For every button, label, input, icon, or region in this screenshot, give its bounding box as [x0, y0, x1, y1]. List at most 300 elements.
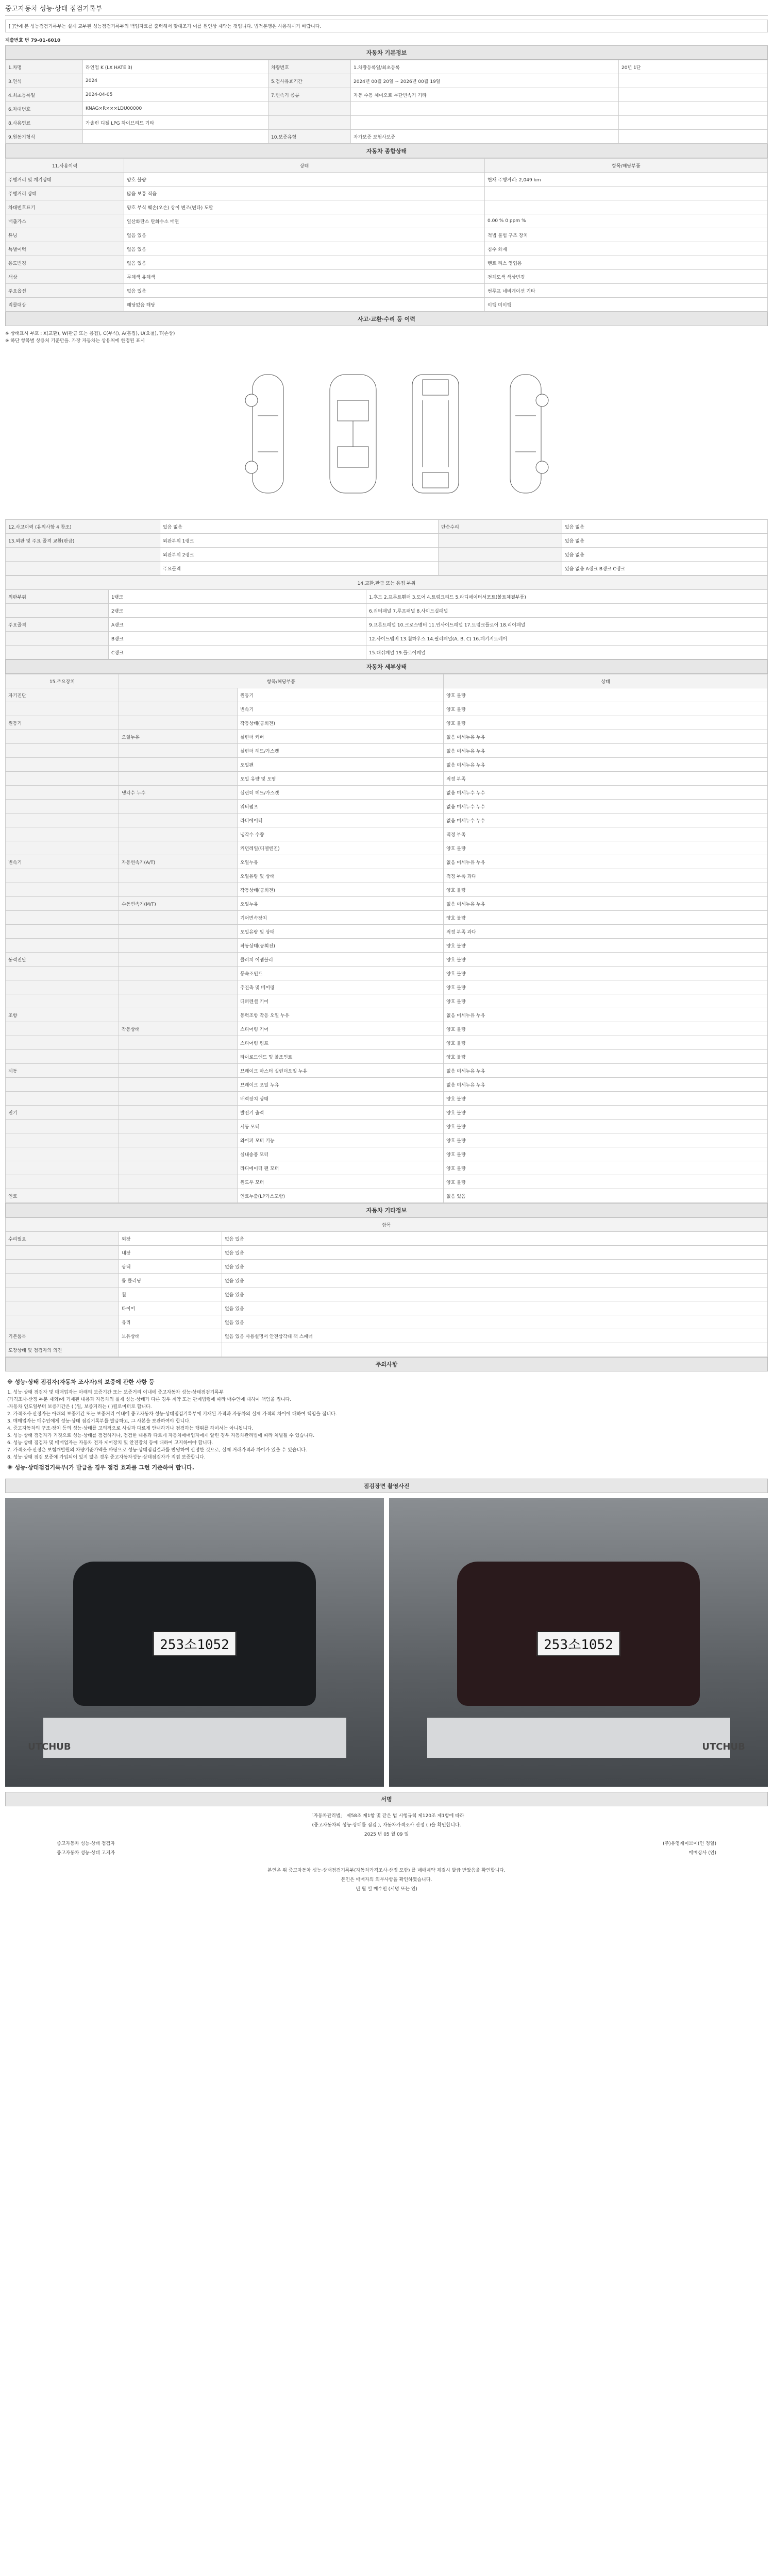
detail-row [6, 800, 768, 814]
detail-cell-v: 적정 부족 과다 [444, 925, 768, 939]
detail-row [6, 758, 768, 772]
basic-cell-d: 자동 수동 세미오토 무단변속기 기타 [351, 88, 619, 102]
detail-cell-g: 제동 [6, 1064, 119, 1078]
basic-row [6, 116, 768, 130]
overall-cell-s: 양호 불량 [124, 173, 485, 187]
detail-cell-v: 양호 불량 [444, 939, 768, 953]
section-accident: 사고·교환·수리 등 이력 [5, 312, 768, 326]
other-row [6, 1329, 768, 1343]
parts-cell-r: 1랭크 [109, 590, 366, 604]
detail-cell-s [119, 1175, 238, 1189]
detail-cell-s [119, 911, 238, 925]
lift-brand-rear: UTCHUB [702, 1741, 745, 1752]
other-cell-g: 기본품목 [6, 1329, 119, 1343]
detail-cell-g [6, 883, 119, 897]
basic-cell-c [268, 102, 351, 116]
caution-line: 6. 성능·상태 점검자 및 매매업자는 자동차 전자 제어장치 및 안전장치 등에 대하여 고지하여야 합니다. [7, 1440, 213, 1446]
detail-cell-s [119, 716, 238, 730]
detail-row [6, 841, 768, 855]
accident-cell-a [6, 548, 160, 562]
detail-cell-g [6, 1022, 119, 1036]
overall-row [6, 256, 768, 270]
overall-cell-n: 썬루프 네비게이션 기타 [485, 284, 768, 298]
overall-head-3: 항목/해당부품 [485, 159, 768, 173]
basic-cell-b [83, 130, 268, 144]
detail-row [6, 939, 768, 953]
basic-cell-d [351, 116, 619, 130]
accident-cell-a: 13.외판 및 주요 골격 교환(판금) [6, 534, 160, 548]
detail-cell-i: 스티어링 펌프 [238, 1036, 444, 1050]
section-overall: 자동차 종합상태 [5, 144, 768, 158]
other-row [6, 1343, 768, 1357]
detail-cell-s: 냉각수 누수 [119, 786, 238, 800]
detail-row [6, 1008, 768, 1022]
overall-cell-a: 주행거리 및 계기상태 [6, 173, 124, 187]
detail-cell-i: 작동상태(공회전) [238, 716, 444, 730]
other-cell-i [119, 1343, 222, 1357]
basic-cell-a: 1.차명 [6, 60, 83, 74]
parts-cell-r: A랭크 [109, 618, 366, 632]
detail-cell-v: 양호 불량 [444, 702, 768, 716]
detail-row [6, 980, 768, 994]
detail-cell-v: 양호 불량 [444, 1022, 768, 1036]
detail-cell-s [119, 953, 238, 967]
detail-cell-g: 연료 [6, 1189, 119, 1203]
other-cell-g: 도장상태 및 점검자의 의견 [6, 1343, 119, 1357]
detail-cell-v: 양호 불량 [444, 1036, 768, 1050]
overall-cell-n: 이행 미이행 [485, 298, 768, 312]
accident-cell-d: 있음 없음 [562, 520, 768, 534]
detail-head-1: 15.주요장치 [6, 674, 119, 688]
basic-row [6, 60, 768, 74]
accident-cell-c [439, 534, 562, 548]
detail-cell-v: 적정 부족 [444, 827, 768, 841]
detail-cell-i: 오일 유량 및 오염 [238, 772, 444, 786]
basic-row [6, 74, 768, 88]
detail-head-3: 상태 [444, 674, 768, 688]
overall-cell-a: 특별이력 [6, 242, 124, 256]
parts-row [6, 646, 768, 659]
other-cell-v: 없음 있음 [222, 1287, 768, 1301]
overall-row [6, 284, 768, 298]
accident-cell-d: 있음 없음 [562, 548, 768, 562]
overall-cell-n: 침수 화재 [485, 242, 768, 256]
accident-row [6, 534, 768, 548]
caution-notes [5, 1371, 768, 1479]
detail-cell-v: 양호 불량 [444, 1120, 768, 1133]
detail-cell-s [119, 744, 238, 758]
parts-cell-g [6, 632, 109, 646]
plate-rear: 253소1052 [536, 1631, 620, 1656]
overall-cell-n: 적법 불법 구조 장치 [485, 228, 768, 242]
section-sign: 서명 [5, 1792, 768, 1806]
detail-row [6, 925, 768, 939]
detail-head-2: 항목/해당부품 [119, 674, 444, 688]
detail-cell-v: 없음 미세누유 누유 [444, 1078, 768, 1092]
sign-block [5, 1806, 768, 1899]
detail-cell-g [6, 1078, 119, 1092]
detail-cell-g [6, 869, 119, 883]
other-row [6, 1315, 768, 1329]
detail-cell-i: 실린더 헤드/가스켓 [238, 744, 444, 758]
detail-cell-s: 자동변속기(A/T) [119, 855, 238, 869]
caution-line: 3. 매매업자는 매수인에게 성능·상태 점검기록부를 발급하고, 그 사본을 보관하여야 합니다. [7, 1419, 191, 1424]
detail-cell-g [6, 841, 119, 855]
basic-table [5, 60, 768, 144]
other-row [6, 1287, 768, 1301]
basic-cell-d: 2024년 00월 20일 ~ 2026년 00월 19일 [351, 74, 619, 88]
overall-cell-n: 0.00 % 0 ppm % [485, 214, 768, 228]
accident-row [6, 562, 768, 575]
overall-cell-n: 전체도색 색상변경 [485, 270, 768, 284]
basic-cell-e [619, 116, 768, 130]
accident-cell-s: 외판부위 2랭크 [160, 548, 439, 562]
caution-line: 4. 중고자동차의 구조·장치 등의 성능·상태를 고의적으로 사실과 다르게 안내하거나 점검하는 행위를 하여서는 아니됩니다. [7, 1426, 254, 1431]
overall-cell-a: 주행거리 상태 [6, 187, 124, 200]
parts-table [5, 575, 768, 659]
doc-number [5, 37, 768, 43]
detail-cell-v: 양호 불량 [444, 1133, 768, 1147]
detail-cell-s [119, 800, 238, 814]
detail-row [6, 911, 768, 925]
basic-cell-e [619, 74, 768, 88]
overall-head-2: 상태 [124, 159, 485, 173]
detail-row [6, 1064, 768, 1078]
detail-cell-s [119, 772, 238, 786]
other-cell-i: 유리 [119, 1315, 222, 1329]
detail-cell-s [119, 869, 238, 883]
parts-cell-r: C랭크 [109, 646, 366, 659]
detail-cell-i: 발전기 출력 [238, 1106, 444, 1120]
accident-cell-c [439, 562, 562, 575]
detail-row [6, 730, 768, 744]
notice-box: [ ]안에 본 성능점검기록부는 실제 교부된 성능점검기록부의 백업자료를 출력해서 맞대조가 이를 원인상 제약는 것입니다. 법적분쟁은 사용하시기 바랍니다. [5, 20, 768, 32]
detail-cell-g: 동력전달 [6, 953, 119, 967]
overall-cell-n [485, 187, 768, 200]
overall-row [6, 270, 768, 284]
other-cell-v: 없음 있음 [222, 1246, 768, 1260]
detail-row [6, 953, 768, 967]
detail-cell-s [119, 1036, 238, 1050]
detail-cell-g [6, 925, 119, 939]
basic-cell-a: 4.최초등록일 [6, 88, 83, 102]
parts-cell-r: 2랭크 [109, 604, 366, 618]
overall-cell-n: 렌트 리스 영업용 [485, 256, 768, 270]
detail-cell-s [119, 994, 238, 1008]
overall-cell-s: 양호 부식 훼손(오손) 상이 변조(변타) 도말 [124, 200, 485, 214]
basic-cell-d [351, 102, 619, 116]
overall-cell-a: 튜닝 [6, 228, 124, 242]
basic-cell-b: 라인업 K (LX HATE 3) [83, 60, 268, 74]
overall-head-1: 11.사용이력 [6, 159, 124, 173]
detail-row [6, 786, 768, 800]
overall-cell-s: 많음 보통 적음 [124, 187, 485, 200]
detail-table [5, 674, 768, 1203]
car-side-left-icon [237, 369, 299, 498]
other-cell-v: 없음 있음 [222, 1274, 768, 1287]
accident-cell-a [6, 562, 160, 575]
detail-cell-s [119, 688, 238, 702]
detail-cell-i: 라디에이터 팬 모터 [238, 1161, 444, 1175]
detail-cell-g: 전기 [6, 1106, 119, 1120]
other-cell-v: 없음 있음 [222, 1260, 768, 1274]
overall-row [6, 228, 768, 242]
basic-cell-e [619, 102, 768, 116]
detail-cell-v: 양호 불량 [444, 1106, 768, 1120]
other-cell-g [6, 1301, 119, 1315]
other-head: 항목 [6, 1218, 768, 1232]
inspection-photo-front [5, 1498, 384, 1787]
detail-cell-s [119, 1008, 238, 1022]
sign-date: 2025 년 05 월 09 일 [364, 1832, 409, 1837]
sign-line-4: 본인은 매매자의 의무사항을 확인하였습니다. [341, 1877, 432, 1883]
detail-cell-v: 적정 부족 과다 [444, 869, 768, 883]
detail-cell-g: 조향 [6, 1008, 119, 1022]
basic-cell-e [619, 130, 768, 144]
caution-line: (가격조사·산정 부분 제외)에 기재된 내용과 자동차의 실제 성능·상태가 다른 경우 계약 또는 관계법령에 따라 매수인에 대하여 책임을 집니다. [7, 1397, 292, 1402]
basic-cell-d: 1.차량등록일/최초등록 [351, 60, 619, 74]
detail-cell-i: 작동상태(공회전) [238, 883, 444, 897]
detail-cell-s [119, 1147, 238, 1161]
accident-cell-s: 주요골격 [160, 562, 439, 575]
detail-cell-i: 윈도우 모터 [238, 1175, 444, 1189]
detail-cell-v: 양호 불량 [444, 883, 768, 897]
detail-cell-g [6, 1036, 119, 1050]
section-detail: 자동차 세부상태 [5, 659, 768, 674]
basic-row [6, 102, 768, 116]
detail-cell-g [6, 786, 119, 800]
other-cell-i: 광택 [119, 1260, 222, 1274]
parts-cell-g: 주요골격 [6, 618, 109, 632]
other-cell-i: 보유상태 [119, 1329, 222, 1343]
overall-cell-n: 현재 주행거리: 2,049 km [485, 173, 768, 187]
other-cell-i: 외장 [119, 1232, 222, 1246]
detail-row [6, 702, 768, 716]
basic-cell-a: 6.차대번호 [6, 102, 83, 116]
detail-cell-v: 양호 불량 [444, 1175, 768, 1189]
detail-cell-v: 없음 미세누수 누수 [444, 786, 768, 800]
detail-cell-g [6, 730, 119, 744]
detail-cell-g [6, 772, 119, 786]
basic-cell-b: KNAG×R×××LDU00000 [83, 102, 268, 116]
detail-cell-v: 없음 미세누유 누유 [444, 744, 768, 758]
basic-row [6, 88, 768, 102]
basic-cell-c: 5.검사유효기간 [268, 74, 351, 88]
basic-cell-d: 자가보증 보험사보증 [351, 130, 619, 144]
parts-cell-r: B랭크 [109, 632, 366, 646]
caution-line: -자동차 인도일부터 보증기간은 ( )일, 보증거리는 ( )킬로미터로 합니다. [7, 1404, 152, 1410]
detail-cell-v: 양호 불량 [444, 994, 768, 1008]
overall-cell-n [485, 200, 768, 214]
detail-row [6, 744, 768, 758]
car-frame-icon [407, 369, 464, 498]
detail-cell-i: 등속조인트 [238, 967, 444, 980]
detail-cell-v: 양호 불량 [444, 1050, 768, 1064]
detail-cell-i: 오일유량 및 상태 [238, 925, 444, 939]
accident-cell-a: 12.사고이력 (유의사항 4 참조) [6, 520, 160, 534]
detail-cell-v: 없음 미세누유 누유 [444, 730, 768, 744]
parts-row [6, 632, 768, 646]
detail-cell-g [6, 939, 119, 953]
other-cell-i: 룸 클리닝 [119, 1274, 222, 1287]
doc-number-label: 제출번호 번 [5, 38, 29, 43]
overall-cell-a: 배출가스 [6, 214, 124, 228]
detail-cell-s [119, 939, 238, 953]
overall-table [5, 158, 768, 312]
overall-row [6, 298, 768, 312]
detail-cell-g [6, 1161, 119, 1175]
detail-cell-v: 양호 불량 [444, 688, 768, 702]
detail-cell-v: 없음 미세누유 누유 [444, 758, 768, 772]
car-diagram [5, 349, 768, 519]
detail-row [6, 855, 768, 869]
detail-row [6, 1120, 768, 1133]
detail-cell-g [6, 758, 119, 772]
detail-row [6, 1078, 768, 1092]
detail-cell-g [6, 744, 119, 758]
detail-cell-s [119, 1161, 238, 1175]
detail-row [6, 1161, 768, 1175]
detail-row [6, 716, 768, 730]
other-cell-g [6, 1260, 119, 1274]
sign-p1: 중고자동차 성능·상태 점검자 [57, 1841, 115, 1846]
detail-cell-i: 커먼레일(디젤엔진) [238, 841, 444, 855]
detail-cell-g [6, 1050, 119, 1064]
detail-cell-i: 클러치 어셈블리 [238, 953, 444, 967]
parts-row [6, 618, 768, 632]
section-caution: 주의사항 [5, 1357, 768, 1371]
detail-cell-i: 작동상태(공회전) [238, 939, 444, 953]
parts-cell-g [6, 604, 109, 618]
detail-cell-g [6, 800, 119, 814]
sign-line-2: (중고자동차의 성능·상태를 점검 ), 자동차가격조사 산정 ( )을 확인합니다. [312, 1823, 461, 1828]
other-row [6, 1246, 768, 1260]
detail-cell-i: 냉각수 수량 [238, 827, 444, 841]
overall-row [6, 187, 768, 200]
overall-cell-s: 해당없음 해당 [124, 298, 485, 312]
detail-cell-i: 실린더 헤드/가스켓 [238, 786, 444, 800]
basic-cell-a: 8.사용연료 [6, 116, 83, 130]
detail-cell-g [6, 1092, 119, 1106]
detail-row [6, 1175, 768, 1189]
basic-cell-c: 10.보증유형 [268, 130, 351, 144]
other-cell-g [6, 1274, 119, 1287]
detail-cell-v: 양호 불량 [444, 967, 768, 980]
section-basic: 자동차 기본정보 [5, 45, 768, 60]
section-photo: 점검장면 촬영사진 [5, 1479, 768, 1493]
legend-line-1: ※ 상태표시 부호 : X(교환), W(판금 또는 용접), C(부식), A(흠집), U(요철), T(손상) [5, 331, 175, 336]
detail-cell-v: 없음 미세누유 누유 [444, 855, 768, 869]
caution-head-2: ※ 성능·상태점검기록부(가 발급을 경우 점검 효과를 그런 기준하여 합니다. [7, 1464, 194, 1471]
detail-cell-i: 연료누출(LP가스포함) [238, 1189, 444, 1203]
detail-row [6, 1022, 768, 1036]
sign-p2: 중고자동차 성능·상태 고지자 [57, 1851, 115, 1856]
detail-cell-g [6, 814, 119, 827]
accident-cell-s: 있음 없음 [160, 520, 439, 534]
accident-legend [5, 330, 768, 345]
detail-cell-s [119, 925, 238, 939]
detail-cell-s [119, 967, 238, 980]
other-cell-v: 없음 있음 [222, 1301, 768, 1315]
legend-line-2: ※ 하단 항목별 상용처 기준만을. 가장 자동차는 상용처에 한정된 표시 [5, 338, 145, 344]
detail-cell-g: 원동기 [6, 716, 119, 730]
detail-row [6, 814, 768, 827]
overall-cell-s: 없음 있음 [124, 256, 485, 270]
detail-cell-s [119, 883, 238, 897]
basic-cell-b: 2024-04-05 [83, 88, 268, 102]
other-cell-i: 휠 [119, 1287, 222, 1301]
sign-p2-value: 매매상사 (인) [688, 1851, 716, 1856]
detail-cell-g [6, 827, 119, 841]
basic-cell-b: 가솔린 디젤 LPG 하이브리드 기타 [83, 116, 268, 130]
detail-cell-i: 원동기 [238, 688, 444, 702]
caution-line: 7. 가격조사·산정은 보험개발원의 차량기준가액을 바탕으로 성능·상태점검결과를 반영하여 산정한 것으로, 실제 거래가격과 차이가 있을 수 있습니다. [7, 1448, 307, 1453]
detail-row [6, 883, 768, 897]
other-cell-g: 수리필요 [6, 1232, 119, 1246]
overall-cell-s: 무채색 유채색 [124, 270, 485, 284]
detail-cell-i: 오일누유 [238, 855, 444, 869]
parts-cell-p: 6.쿼터패널 7.루프패널 8.사이드실패널 [366, 604, 768, 618]
detail-cell-s [119, 1078, 238, 1092]
detail-cell-v: 없음 미세누수 누수 [444, 800, 768, 814]
detail-cell-i: 와이퍼 모터 기능 [238, 1133, 444, 1147]
detail-cell-i: 실내송풍 모터 [238, 1147, 444, 1161]
detail-cell-v: 없음 미세누유 누유 [444, 1064, 768, 1078]
accident-cell-c: 단순수리 [439, 520, 562, 534]
car-side-right-icon [495, 369, 557, 498]
detail-cell-v: 없음 미세누유 누유 [444, 897, 768, 911]
other-row [6, 1232, 768, 1246]
detail-cell-g [6, 1133, 119, 1147]
caution-line: 8. 성능·상태 점검 보증에 가입되어 있지 않은 경우 중고자동차성능·상태점검자가 직접 보증합니다. [7, 1455, 206, 1460]
other-cell-v: 없음 있음 [222, 1315, 768, 1329]
other-cell-g [6, 1315, 119, 1329]
other-cell-i: 내장 [119, 1246, 222, 1260]
sign-p1-value: (주)유영제이브이(인 정일) [663, 1841, 716, 1846]
basic-cell-a: 3.연식 [6, 74, 83, 88]
caution-line: 1. 성능·상태 점검자 및 매매업자는 아래의 보증기간 또는 보증거리 이내에 중고자동차 성능·상태점검기록부 [7, 1390, 224, 1395]
detail-cell-v: 양호 불량 [444, 1092, 768, 1106]
detail-cell-i: 디퍼렌셜 기어 [238, 994, 444, 1008]
other-cell-g [6, 1246, 119, 1260]
detail-cell-s [119, 827, 238, 841]
detail-cell-i: 동력조향 작동 오일 누유 [238, 1008, 444, 1022]
detail-cell-g [6, 994, 119, 1008]
detail-cell-s: 오일누유 [119, 730, 238, 744]
detail-row [6, 1036, 768, 1050]
detail-cell-v: 적정 부족 [444, 772, 768, 786]
detail-cell-g [6, 702, 119, 716]
accident-cell-s: 외판부위 1랭크 [160, 534, 439, 548]
detail-cell-v: 없음 있음 [444, 1189, 768, 1203]
detail-cell-g [6, 980, 119, 994]
document [5, 0, 768, 1899]
basic-row [6, 130, 768, 144]
detail-row [6, 827, 768, 841]
document-title: 중고자동차 성능·상태 점검기록부 [5, 0, 768, 15]
caution-line: 2. 가격조사·산정자는 아래의 보증기간 또는 보증거리 이내에 중고자동차 성능·상태점검기록부에 기재된 가격과 자동차의 실제 가격의 차이에 대하여 책임을 집니다. [7, 1412, 337, 1417]
parts-row [6, 590, 768, 604]
detail-cell-s: 작동상태 [119, 1022, 238, 1036]
parts-cell-p: 15.대쉬패널 19.플로어패널 [366, 646, 768, 659]
parts-sub-head: 14.교환,판금 또는 용접 부위 [6, 576, 768, 590]
detail-cell-i: 추진축 및 베어링 [238, 980, 444, 994]
detail-cell-i: 오일누유 [238, 897, 444, 911]
sign-line-3: 본인은 위 중고자동차 성능·상태점검기록부(자동차가격조사·산정 포함) 를 매매계약 체결시 발급 받았음을 확인합니다. [267, 1868, 506, 1873]
detail-row [6, 994, 768, 1008]
parts-cell-g [6, 646, 109, 659]
detail-cell-v: 양호 불량 [444, 1147, 768, 1161]
